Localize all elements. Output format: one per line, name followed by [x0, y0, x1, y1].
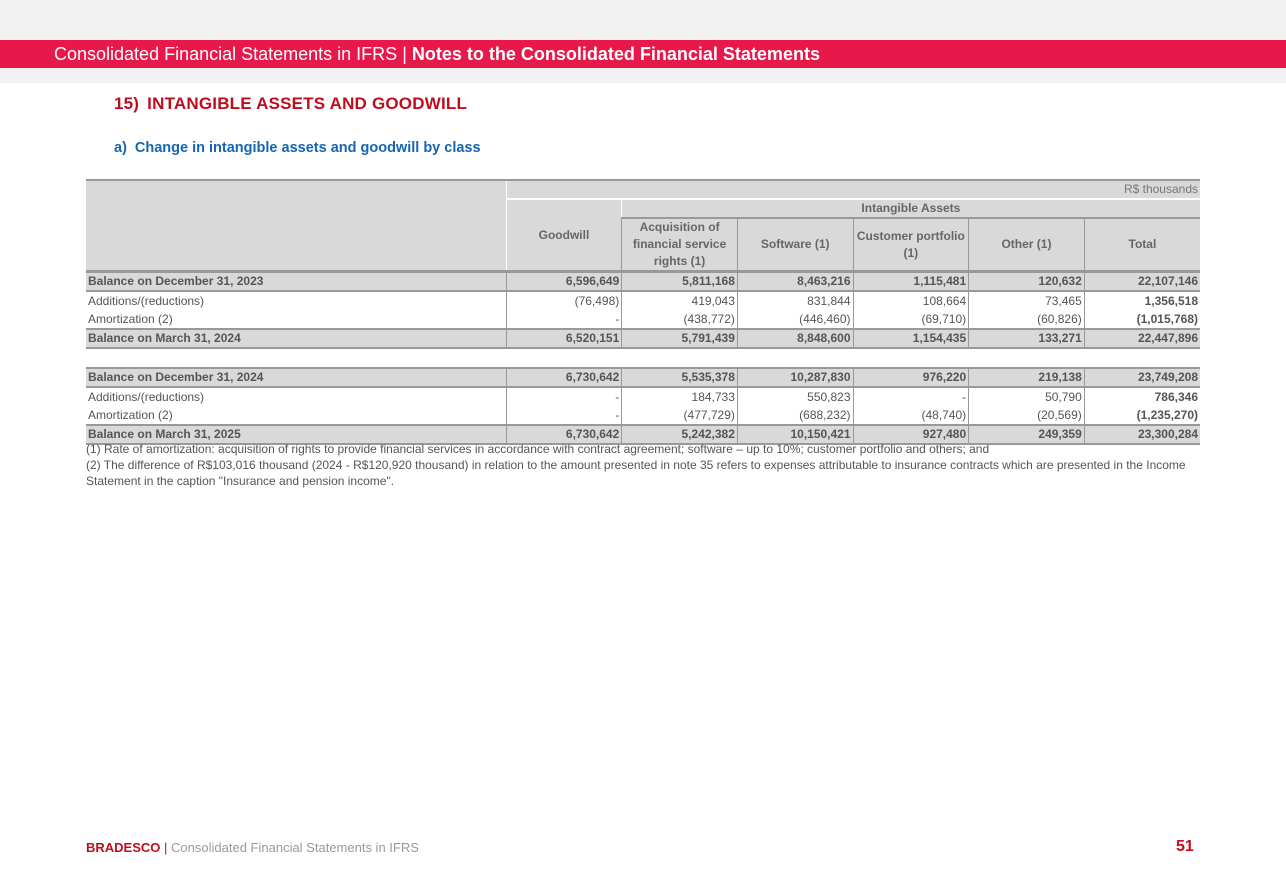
section-number: 15) — [114, 94, 140, 113]
cell-value: 976,220 — [853, 368, 969, 387]
table-row — [86, 310, 1200, 329]
cell-value: 8,848,600 — [737, 329, 853, 348]
table-spacer — [86, 348, 1200, 368]
header-text — [54, 44, 820, 65]
header-left-text: Consolidated Financial Statements in IFRS — [54, 44, 398, 64]
cell-value: 184,733 — [622, 387, 738, 406]
row-label: Balance on December 31, 2023 — [86, 272, 506, 292]
column-header-acquisition: Acquisition of financial service rights (1) — [622, 218, 738, 272]
cell-value: 23,300,284 — [1084, 425, 1200, 444]
row-label: Balance on December 31, 2024 — [86, 368, 506, 387]
cell-value: (1,015,768) — [1084, 310, 1200, 329]
footer-brand: BRADESCO — [86, 840, 161, 855]
cell-value: 23,749,208 — [1084, 368, 1200, 387]
header-right-text: Notes to the Consolidated Financial Statements — [411, 44, 820, 64]
table-row — [86, 272, 1200, 292]
cell-value: 22,447,896 — [1084, 329, 1200, 348]
table-row — [86, 368, 1200, 387]
cell-value: (477,729) — [622, 406, 738, 425]
table-row — [86, 406, 1200, 425]
cell-value: (1,235,270) — [1084, 406, 1200, 425]
column-header-total: Total — [1084, 218, 1200, 272]
column-header-customer-portfolio: Customer portfolio (1) — [853, 218, 969, 272]
units-label: R$ thousands — [506, 180, 1200, 199]
row-label: Additions/(reductions) — [88, 389, 205, 404]
cell-value: 22,107,146 — [1084, 272, 1200, 292]
cell-value: 1,115,481 — [853, 272, 969, 292]
table-row — [86, 329, 1200, 348]
cell-value: 6,730,642 — [506, 425, 622, 444]
row-label: Amortization (2) — [88, 311, 173, 326]
cell-value: (688,232) — [737, 406, 853, 425]
cell-value: 249,359 — [969, 425, 1085, 444]
cell-value: 927,480 — [853, 425, 969, 444]
cell-value: (446,460) — [737, 310, 853, 329]
section-title — [114, 94, 467, 114]
footer-text: Consolidated Financial Statements in IFRS — [171, 840, 419, 855]
subsection-title-text: Change in intangible assets and goodwill by class — [134, 140, 481, 156]
footer-separator: | — [164, 840, 168, 855]
column-header-goodwill: Goodwill — [506, 199, 622, 272]
cell-value: 6,596,649 — [506, 272, 622, 292]
cell-value: (60,826) — [969, 310, 1085, 329]
cell-value: 8,463,216 — [737, 272, 853, 292]
table-row — [86, 387, 1200, 406]
column-header-other: Other (1) — [969, 218, 1085, 272]
row-label: Balance on March 31, 2025 — [86, 425, 506, 444]
subsection-title — [114, 140, 481, 156]
section-title-text: INTANGIBLE ASSETS AND GOODWILL — [147, 94, 468, 113]
cell-value: 1,356,518 — [1084, 291, 1200, 310]
cell-value: 550,823 — [737, 387, 853, 406]
cell-value: - — [506, 310, 622, 329]
cell-value: 6,520,151 — [506, 329, 622, 348]
row-label: Amortization (2) — [88, 407, 173, 422]
footnote-2: (2) The difference of R$103,016 thousand (2024 - R$120,920 thousand) in relation to the amount presented in note 35 refers to expenses attributable to insurance contracts which are presented in the Income Statement in the caption "Insurance and pension income". — [86, 458, 1186, 488]
cell-value: - — [506, 406, 622, 425]
cell-value: - — [506, 387, 622, 406]
footer — [86, 840, 419, 855]
table-row — [86, 291, 1200, 310]
cell-value: 831,844 — [737, 291, 853, 310]
cell-value: 5,791,439 — [622, 329, 738, 348]
cell-value: (76,498) — [506, 291, 622, 310]
row-label: Additions/(reductions) — [88, 293, 205, 308]
cell-value: 108,664 — [853, 291, 969, 310]
cell-value: 5,811,168 — [622, 272, 738, 292]
cell-value: 6,730,642 — [506, 368, 622, 387]
cell-value: (438,772) — [622, 310, 738, 329]
column-header-software: Software (1) — [737, 218, 853, 272]
group-header-intangible-assets: Intangible Assets — [622, 199, 1200, 218]
intangible-assets-table — [86, 179, 1200, 445]
header-separator: | — [402, 44, 407, 64]
row-label: Balance on March 31, 2024 — [86, 329, 506, 348]
subsection-letter: a) — [114, 140, 127, 156]
cell-value: 120,632 — [969, 272, 1085, 292]
cell-value: 133,271 — [969, 329, 1085, 348]
cell-value: 419,043 — [622, 291, 738, 310]
cell-value: 10,287,830 — [737, 368, 853, 387]
header-bar — [0, 40, 1286, 68]
cell-value: 5,242,382 — [622, 425, 738, 444]
cell-value: (20,569) — [969, 406, 1085, 425]
cell-value: 73,465 — [969, 291, 1085, 310]
cell-value: 219,138 — [969, 368, 1085, 387]
footnote-1: (1) Rate of amortization: acquisition of rights to provide financial services in accordance with contract agreement; software – up to 10%; customer portfolio and others; and — [86, 442, 990, 456]
cell-value: 50,790 — [969, 387, 1085, 406]
cell-value: 10,150,421 — [737, 425, 853, 444]
table-footnotes — [86, 441, 1202, 489]
cell-value: (69,710) — [853, 310, 969, 329]
cell-value: 1,154,435 — [853, 329, 969, 348]
cell-value: 5,535,378 — [622, 368, 738, 387]
table-corner — [86, 180, 506, 272]
cell-value: 786,346 — [1084, 387, 1200, 406]
cell-value: (48,740) — [853, 406, 969, 425]
page-number: 51 — [1176, 838, 1194, 855]
cell-value: - — [853, 387, 969, 406]
